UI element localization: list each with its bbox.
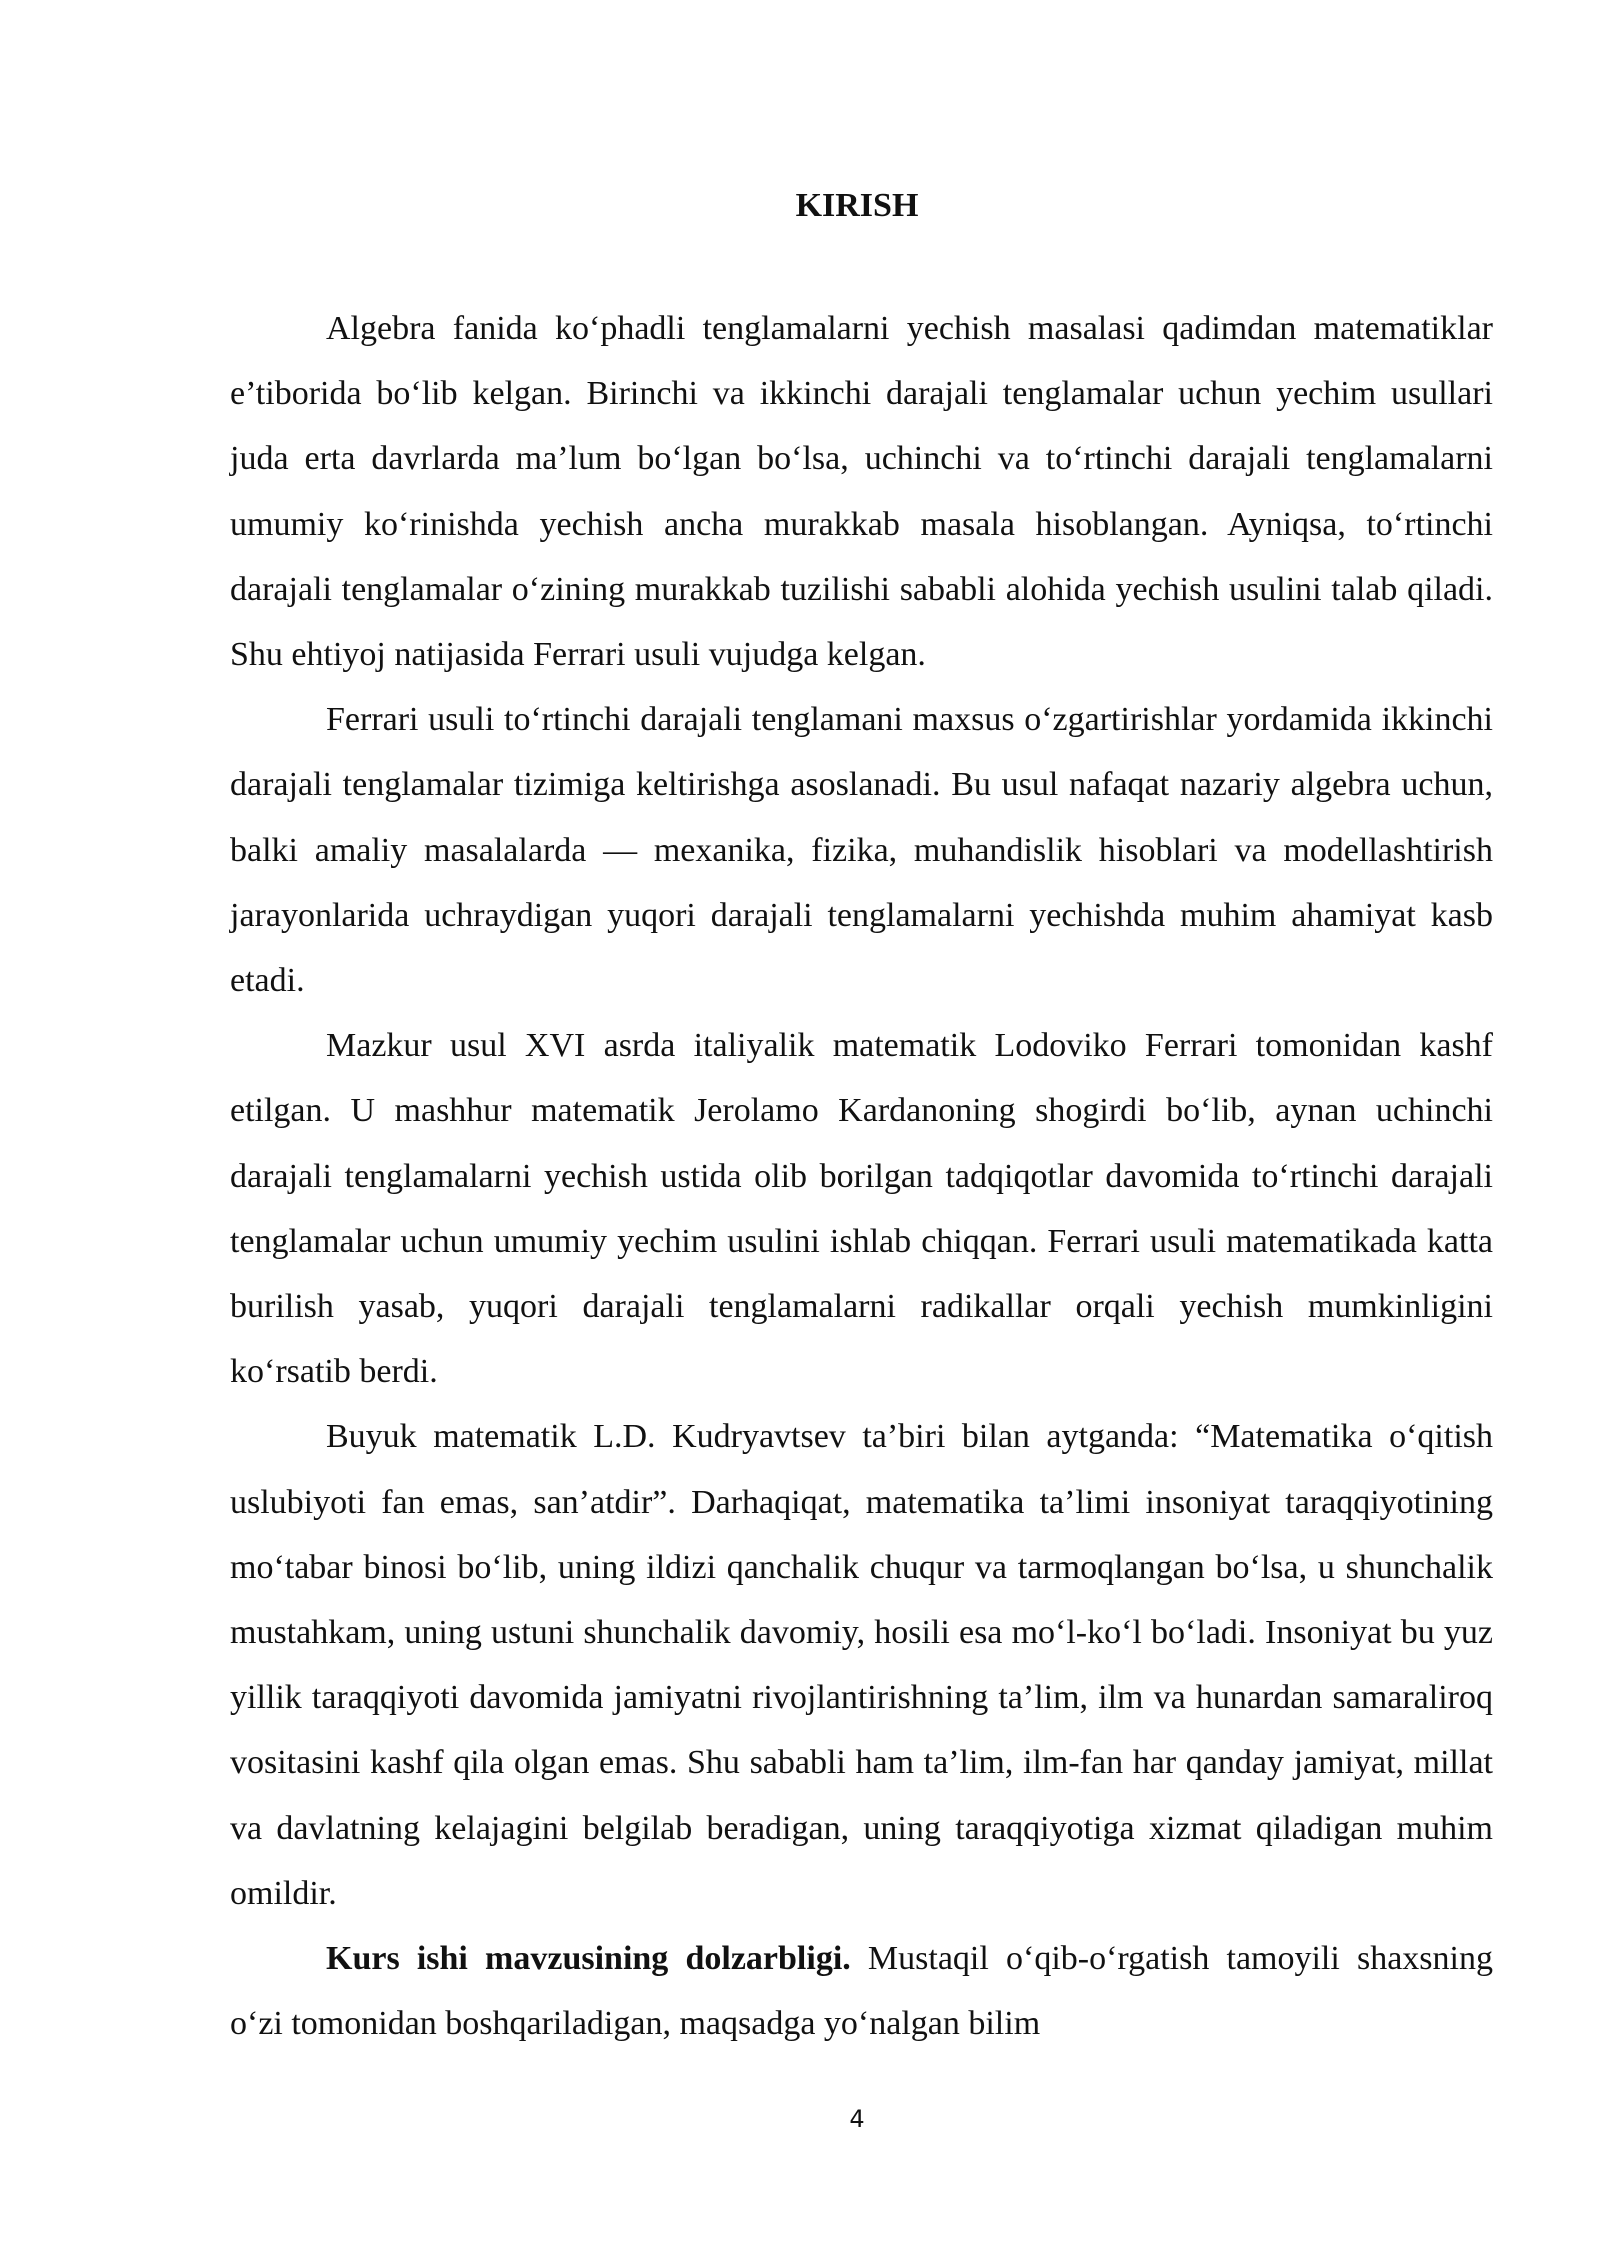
paragraph-quote [230,1404,1493,1926]
paragraph-text: Mustaqil o‘qib-o‘rgatish tamoyili shaxsning o‘zi tomonidan boshqariladigan, maqsadga yo‘nalgan bilim [230,1940,1493,2043]
paragraph-text: Mazkur usul XVI asrda italiyalik matematik Lodoviko Ferrari tomonidan kashf etilgan. U mashhur matematik Jerolamo Kardanoning shogirdi bo‘lib, aynan uchinchi darajali tenglamalarni yechish ustida olib borilgan tadqiqotlar davomida to‘rtinchi darajali tenglamalar uchun umumiy yechim usulini ishlab chiqqan. Ferrari usuli matematikada katta burilish yasab, yuqori darajali tenglamalarni radikallar orqali yechish mumkinligini ko‘rsatib berdi. [230,1027,1493,1391]
relevance-heading: Kurs ishi mavzusining dolzarbligi. [326,1940,851,1978]
paragraph-text: Algebra fanida ko‘phadli tenglamalarni yechish masalasi qadimdan matematiklar e’tiborida bo‘lib kelgan. Birinchi va ikkinchi darajali tenglamalar uchun yechim usullari juda erta davrlarda ma’lum bo‘lgan bo‘lsa, uchinchi va to‘rtinchi darajali tenglamalarni umumiy ko‘rinishda yechish ancha murakkab masala hisoblangan. Ayniqsa, to‘rtinchi darajali tenglamalar o‘zining murakkab tuzilishi sababli alohida yechish usulini talab qiladi. Shu ehtiyoj natijasida Ferrari usuli vujudga kelgan. [230,310,1493,674]
paragraph-intro [230,296,1493,687]
paragraph-ferrari-method [230,687,1493,1013]
paragraph-text: Buyuk matematik L.D. Kudryavtsev ta’biri bilan aytganda: “Matematika o‘qitish uslubiyoti fan emas, san’atdir”. Darhaqiqat, matematika ta’limi insoniyat taraqqiyotining mo‘tabar binosi bo‘lib, uning ildizi qanchalik chuqur va tarmoqlangan bo‘lsa, u shunchalik mustahkam, uning ustuni shunchalik davomiy, hosili esa mo‘l-ko‘l bo‘ladi. Insoniyat bu yuz yillik taraqqiyoti davomida jamiyatni rivojlantirishning ta’lim, ilm va hunardan samaraliroq vositasini kashf qila olgan emas. Shu sababli ham ta’lim, ilm-fan har qanday jamiyat, millat va davlatning kelajagini belgilab beradigan, uning taraqqiyotiga xizmat qiladigan muhim omildir. [230,1418,1493,1912]
page-number: 4 [849,2105,865,2133]
paragraph-text: Ferrari usuli to‘rtinchi darajali tenglamani maxsus o‘zgartirishlar yordamida ikkinchi darajali tenglamalar tizimiga keltirishga asoslanadi. Bu usul nafaqat nazariy algebra uchun, balki amaliy masalalarda — mexanika, fizika, muhandislik hisoblari va modellashtirish jarayonlarida uchraydigan yuqori darajali tenglamalarni yechishda muhim ahamiyat kasb etadi. [230,701,1493,1000]
paragraph-relevance [230,1926,1493,2056]
paragraph-history [230,1013,1493,1404]
body-text [230,296,1493,2056]
section-title: KIRISH [795,187,919,224]
